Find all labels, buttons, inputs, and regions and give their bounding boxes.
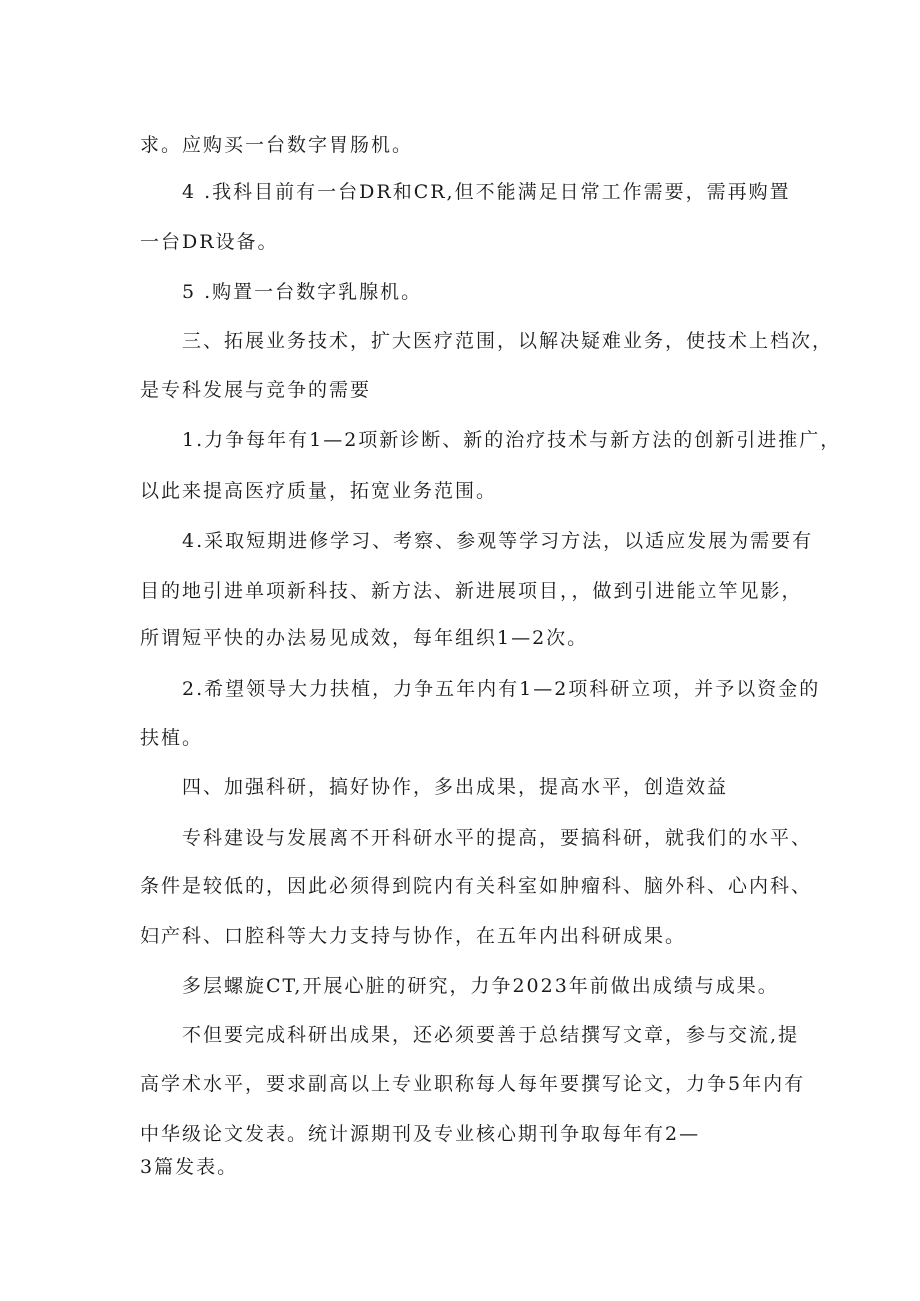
section-heading: 四、加强科研，搞好协作，多出成果，提高水平，创造效益 bbox=[182, 776, 729, 798]
text-line: 4.采取短期进修学习、考察、参观等学习方法，以适应发展为需要有 bbox=[182, 530, 814, 552]
text-line: 所谓短平快的办法易见成效，每年组织1—2次。 bbox=[140, 627, 589, 649]
text-line: 5 .购置一台数字乳腺机。 bbox=[182, 281, 423, 303]
text-line: 不但要完成科研出成果，还必须要善于总结撰写文章，参与交流,提 bbox=[182, 1024, 800, 1046]
text-line: 中华级论文发表。统计源期刊及专业核心期刊争取每年有2— bbox=[140, 1123, 701, 1145]
text-line: 扶植。 bbox=[140, 727, 204, 749]
text-line: 以此来提高医疗质量，拓宽业务范围。 bbox=[140, 480, 498, 502]
text-line: 2.希望领导大力扶植，力争五年内有1—2项科研立项，并予以资金的 bbox=[182, 678, 821, 700]
text-line: 妇产科、口腔科等大力支持与协作，在五年内出科研成果。 bbox=[140, 925, 687, 947]
text-line: 4 .我科目前有一台DR和CR,但不能满足日常工作需要，需再购置 bbox=[182, 181, 791, 203]
text-line: 条件是较低的，因此必须得到院内有关科室如肿瘤科、脑外科、心内科、 bbox=[140, 875, 813, 897]
text-line: 是专科发展与竞争的需要 bbox=[140, 379, 372, 401]
text-line: 3篇发表。 bbox=[140, 1156, 239, 1178]
text-line: 高学术水平，要求副高以上专业职称每人每年要撰写论文，力争5年内有 bbox=[140, 1073, 806, 1095]
text-line: 求。应购买一台数字胃肠机。 bbox=[140, 134, 414, 156]
text-line: 专科建设与发展离不开科研水平的提高，要搞科研，就我们的水平、 bbox=[182, 827, 813, 849]
text-line: 目的地引进单项新科技、新方法、新进展项目，，做到引进能立竿见影， bbox=[140, 580, 803, 602]
text-line: 一台DR设备。 bbox=[140, 231, 279, 253]
section-heading: 三、拓展业务技术，扩大医疗范围，以解决疑难业务，使技术上档次， bbox=[182, 330, 834, 352]
text-line: 多层螺旋CT,开展心脏的研究，力争2023年前做出成绩与成果。 bbox=[182, 975, 779, 997]
text-line: 1.力争每年有1—2项新诊断、新的治疗技术与新方法的创新引进推广， bbox=[182, 429, 842, 451]
